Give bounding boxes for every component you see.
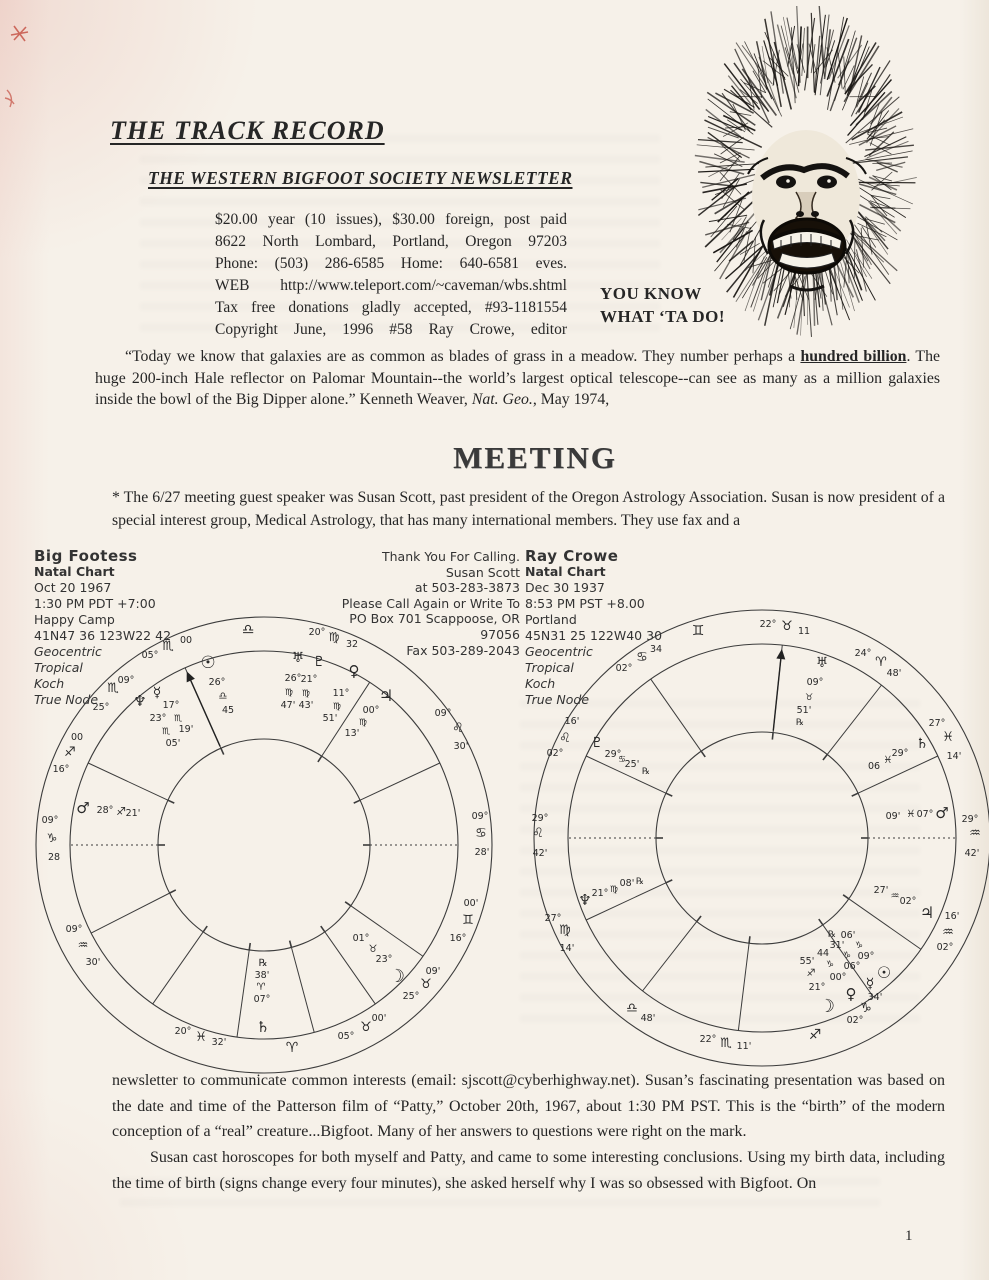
text-line: 45N31 25 122W40 30 bbox=[525, 628, 663, 643]
wheel-label: ♐ bbox=[116, 805, 126, 818]
wheel-label: ♊ bbox=[462, 913, 474, 928]
wheel-label: 00 bbox=[179, 635, 193, 646]
text-line: Geocentric bbox=[525, 644, 593, 659]
wheel-label: ♓ bbox=[883, 755, 893, 766]
wheel-label: ♐ bbox=[806, 968, 816, 979]
wheel-label: 02° bbox=[899, 896, 917, 907]
wheel-label: ♉ bbox=[781, 619, 793, 634]
wheel-label: ℞ bbox=[635, 877, 645, 887]
wheel-label: 09° bbox=[857, 951, 875, 962]
wheel-label: ♒ bbox=[890, 891, 900, 902]
wheel-label: 07° bbox=[253, 994, 271, 1005]
text-line: $20.00 year (10 issues), $30.00 foreign, post paid bbox=[215, 211, 567, 228]
wheel-label: ♋ bbox=[617, 755, 627, 765]
wheel-label: 29° bbox=[531, 813, 549, 824]
wheel-label: 29° bbox=[891, 748, 909, 759]
right-chart-subtitle: Natal Chart bbox=[525, 564, 606, 579]
left-chart-subtitle: Natal Chart bbox=[34, 564, 115, 579]
wheel-label: ♒ bbox=[942, 925, 954, 940]
wheel-label: ♄ bbox=[256, 1018, 270, 1036]
text-line: Portland bbox=[525, 612, 577, 627]
quote-fragment: . The huge 200-inch Hale reflector on Palomar Mountain--the world’s largest optical telescope--can see as many as a million galaxies inside the bowl of the Big Dipper alone.” Kenneth Weaver, bbox=[95, 348, 940, 408]
wheel-label: ♂ bbox=[935, 804, 949, 822]
wheel-label: 05° bbox=[141, 650, 159, 661]
wheel-label: ♑ bbox=[842, 951, 852, 961]
wheel-label: 11 bbox=[797, 626, 811, 637]
wheel-label: 06° bbox=[843, 961, 861, 972]
text-line: Thank You For Calling. bbox=[381, 549, 520, 564]
wheel-label: 47' bbox=[280, 700, 296, 711]
wheel-label: ☿ bbox=[152, 685, 162, 701]
text-line: Dec 30 1937 bbox=[525, 580, 605, 595]
wheel-label: ♍ bbox=[609, 885, 619, 895]
slogan-line2: WHAT ‘TA DO! bbox=[600, 307, 726, 326]
wheel-label: ℞ bbox=[827, 930, 837, 940]
wheel-label: ♉ bbox=[420, 977, 432, 992]
wheel-label: ♉ bbox=[368, 944, 378, 955]
wheel-label: ♑ bbox=[860, 1001, 872, 1016]
wheel-label: ♆ bbox=[133, 692, 147, 710]
wheel-label: 20° bbox=[174, 1026, 192, 1037]
wheel-label: ♍ bbox=[301, 689, 311, 699]
wheel-label: 05' bbox=[165, 738, 181, 749]
wheel-label: ♅ bbox=[815, 655, 829, 671]
wheel-label: 00° bbox=[829, 972, 847, 983]
wheel-label: 05° bbox=[337, 1031, 355, 1042]
wheel-label: 11° bbox=[332, 688, 350, 699]
wheel-label: 21° bbox=[300, 674, 318, 685]
quote-fragment: Nat. Geo. bbox=[471, 391, 533, 408]
wheel-label: ♄ bbox=[915, 736, 929, 752]
wheel-label: ♌ bbox=[559, 731, 571, 746]
wheel-label: ℞ bbox=[641, 767, 651, 777]
wheel-label: ♉ bbox=[804, 693, 814, 703]
text-line: Please Call Again or Write To bbox=[341, 595, 520, 611]
wheel-label: ♀ bbox=[348, 662, 360, 680]
wheel-label: ♒ bbox=[969, 826, 981, 841]
wheel-label: 23° bbox=[375, 954, 393, 965]
wheel-label: ℞ bbox=[258, 958, 268, 969]
wheel-label: 28 bbox=[47, 852, 61, 863]
wheel-label: 02° bbox=[546, 748, 564, 759]
wheel-label: ♍ bbox=[284, 688, 294, 698]
wheel-label: 30' bbox=[453, 741, 469, 752]
page-number: 1 bbox=[905, 1228, 913, 1244]
wheel-label: 00' bbox=[371, 1013, 387, 1024]
wheel-label: 09° bbox=[434, 708, 452, 719]
text-line: at 503-283-3873 bbox=[414, 580, 520, 596]
wheel-label: ♍ bbox=[332, 702, 342, 712]
wheel-label: ♇ bbox=[312, 654, 326, 670]
wheel-label: ♑ bbox=[854, 941, 864, 951]
text-line: Phone: (503) 286-6585 Home: 640-6581 eves. bbox=[215, 255, 567, 272]
wheel-label: 06 bbox=[867, 761, 881, 772]
wheel-label: 09° bbox=[65, 924, 83, 935]
wheel-label: ♆ bbox=[578, 891, 592, 909]
text-line: Tropical bbox=[34, 660, 83, 675]
text-line: 8622 North Lombard, Portland, Oregon 97203 bbox=[215, 233, 567, 250]
wheel-label: 34 bbox=[649, 644, 663, 655]
wheel-label: ♑ bbox=[825, 960, 835, 970]
wheel-label: 29° bbox=[604, 749, 622, 760]
wheel-label: ☉ bbox=[200, 653, 216, 673]
wheel-label: 34' bbox=[867, 992, 883, 1003]
text-line: True Node bbox=[525, 692, 590, 707]
wheel-label: 00 bbox=[70, 732, 84, 743]
wheel-label: ♍ bbox=[358, 718, 368, 728]
wheel-label: 06' bbox=[840, 930, 856, 941]
wheel-label: ♎ bbox=[241, 622, 255, 638]
right-chart-title: Ray Crowe bbox=[525, 547, 619, 565]
wheel-label: ♓ bbox=[906, 809, 916, 820]
wheel-label: 27° bbox=[928, 718, 946, 729]
wheel-label: ♊ bbox=[691, 623, 705, 639]
galaxies-quote bbox=[95, 346, 940, 411]
meeting-heading: MEETING bbox=[453, 440, 617, 475]
wheel-label: 25' bbox=[624, 759, 640, 770]
wheel-label: 16' bbox=[944, 911, 960, 922]
wheel-label: ☉ bbox=[876, 963, 892, 982]
wheel-label: ♏ bbox=[161, 727, 171, 737]
wheel-label: ♏ bbox=[720, 1036, 732, 1051]
text-line: Geocentric bbox=[34, 644, 102, 659]
wheel-label: ♃ bbox=[378, 686, 394, 705]
wheel-label: ♈ bbox=[875, 655, 887, 670]
wheel-label: 09° bbox=[806, 677, 824, 688]
wheel-label: 22° bbox=[699, 1034, 717, 1045]
text-line: Copyright June, 1996 #58 Ray Crowe, editor bbox=[215, 321, 567, 338]
wheel-label: 32' bbox=[211, 1037, 227, 1048]
wheel-label: ♌ bbox=[452, 721, 464, 736]
wheel-label: ♐ bbox=[64, 745, 76, 760]
text-line: WEB http://www.teleport.com/~caveman/wbs.shtml bbox=[215, 277, 567, 294]
text-line: Koch bbox=[34, 676, 65, 691]
wheel-label: 21' bbox=[125, 808, 141, 819]
left-chart-title: Big Footess bbox=[34, 547, 138, 565]
wheel-label: ♏ bbox=[173, 714, 183, 724]
wheel-label: ♐ bbox=[808, 1027, 822, 1043]
wheel-label: ♍ bbox=[559, 923, 571, 938]
wheel-label: 02° bbox=[936, 942, 954, 953]
wheel-label: ♇ bbox=[590, 735, 604, 751]
wheel-label: 44 bbox=[816, 948, 830, 959]
wheel-label: ♈ bbox=[256, 982, 266, 993]
wheel-label: ♌ bbox=[532, 826, 544, 841]
text-line: 1:30 PM PDT +7:00 bbox=[34, 596, 156, 611]
wheel-label: 23° bbox=[149, 713, 167, 724]
wheel-label: 20° bbox=[308, 627, 326, 638]
natal-chart-wheel-big-footess bbox=[28, 595, 498, 1087]
text-line: Koch bbox=[525, 676, 556, 691]
wheel-label: ♓ bbox=[942, 730, 954, 745]
quote-fragment: , May 1974, bbox=[532, 391, 610, 408]
wheel-label: 07° bbox=[916, 809, 934, 820]
wheel-label: ♀ bbox=[845, 985, 857, 1003]
wheel-label: ℞ bbox=[795, 718, 805, 728]
wheel-label: ♑ bbox=[46, 831, 58, 845]
meeting-paragraph: * The 6/27 meeting guest speaker was Susan Scott, past president of the Oregon Astrology Association. Susan is now president of a special interest group, Medical Astrology, that has many international members. They use fax and a bbox=[112, 489, 945, 529]
text-line: Fax 503-289-2043 bbox=[406, 642, 520, 658]
wheel-label: 45 bbox=[221, 705, 235, 716]
slogan-line1: YOU KNOW bbox=[600, 284, 702, 303]
wheel-label: 30' bbox=[85, 957, 101, 968]
text-line: Tax free donations gladly accepted, #93-1181554 bbox=[215, 299, 567, 316]
wheel-label: 02° bbox=[846, 1015, 864, 1026]
wheel-label: 27' bbox=[873, 885, 889, 896]
wheel-label: 51' bbox=[322, 713, 338, 724]
wheel-label: 02° bbox=[615, 663, 633, 674]
masthead-info bbox=[215, 209, 567, 341]
wheel-label: 08' bbox=[619, 878, 635, 889]
wheel-label: ♃ bbox=[919, 903, 935, 922]
wheel-label: 26° bbox=[284, 673, 302, 684]
text-line: Happy Camp bbox=[34, 612, 115, 627]
wheel-label: ♒ bbox=[77, 938, 89, 952]
wheel-label: 13' bbox=[344, 728, 360, 739]
wheel-label: 09' bbox=[425, 966, 441, 977]
wheel-label: 14' bbox=[946, 751, 962, 762]
wheel-label: 25° bbox=[402, 991, 420, 1002]
wheel-label: ♍ bbox=[328, 630, 340, 644]
wheel-label: 24° bbox=[854, 648, 872, 659]
wheel-label: 38' bbox=[254, 970, 270, 981]
quote-fragment: “Today we know that galaxies are as common as blades of grass in a meadow. They number perhaps a bbox=[125, 348, 801, 365]
wheel-label: ♋ bbox=[636, 650, 648, 665]
newsletter-title: THE TRACK RECORD bbox=[110, 116, 385, 145]
wheel-label: 48' bbox=[886, 668, 902, 679]
wheel-label: 48' bbox=[640, 1013, 656, 1024]
wheel-label: 25° bbox=[92, 702, 110, 713]
wheel-label: ♏ bbox=[162, 639, 174, 654]
wheel-label: ♎ bbox=[218, 691, 228, 702]
wheel-label: 55' bbox=[799, 956, 815, 967]
wheel-label: ☿ bbox=[865, 976, 875, 992]
wheel-label: 00° bbox=[362, 705, 380, 716]
wheel-label: ♉ bbox=[360, 1020, 372, 1035]
text-line: PO Box 701 Scappoose, OR 97056 bbox=[349, 611, 520, 642]
wheel-label: 26° bbox=[208, 677, 226, 688]
wheel-label: ♂ bbox=[76, 799, 90, 817]
text-line: Tropical bbox=[525, 660, 574, 675]
wheel-label: 28° bbox=[96, 805, 114, 816]
wheel-label: 14' bbox=[559, 943, 575, 954]
natal-chart-wheel-ray-crowe bbox=[518, 595, 989, 1087]
wheel-label: 17° bbox=[162, 700, 180, 711]
body-paragraph-2: Susan cast horoscopes for both myself and Patty, and came to some interesting conclusions. Using my birth data, including the time of birth (signs change every four minutes), she asked herself why I was so obsessed with Bigfoot. On bbox=[112, 1149, 945, 1192]
wheel-label: 22° bbox=[759, 619, 777, 630]
text-line: 41N47 36 123W22 42 bbox=[34, 628, 172, 643]
wheel-label: 31' bbox=[829, 940, 845, 951]
wheel-label: 11' bbox=[736, 1041, 752, 1052]
wheel-label: 29° bbox=[961, 814, 979, 825]
wheel-label: 43' bbox=[298, 700, 314, 711]
wheel-label: 21° bbox=[808, 982, 826, 993]
wheel-label: 16° bbox=[449, 933, 467, 944]
text-line: True Node bbox=[34, 692, 99, 707]
wheel-label: 16' bbox=[564, 716, 580, 727]
wheel-label: 42' bbox=[964, 848, 980, 859]
wheel-label: 16° bbox=[52, 764, 70, 775]
wheel-label: 21° bbox=[591, 888, 609, 899]
red-pen-scan-mark bbox=[0, 0, 60, 130]
wheel-label: 51' bbox=[796, 705, 812, 716]
wheel-label: 09° bbox=[41, 815, 59, 826]
wheel-label: 42' bbox=[532, 848, 548, 859]
quote-fragment: hundred billion bbox=[800, 348, 907, 365]
wheel-label: 09° bbox=[471, 811, 489, 822]
wheel-label: ♎ bbox=[626, 1001, 638, 1016]
wheel-label: ♅ bbox=[291, 650, 305, 666]
body-paragraph-1: newsletter to communicate common interests (email: sjscott@cyberhighway.net). Susan’s fascinating presentation was based on the date and time of the Patterson film of “Patty,” October 20th, 1967, about 1:30 PM PST. This is the “birth” of the modern conception of a “real” creature...Bigfoot. Many of her answers to questions were right on the mark. bbox=[112, 1072, 945, 1140]
wheel-label: ☽ bbox=[818, 996, 836, 1017]
newsletter-subtitle: THE WESTERN BIGFOOT SOCIETY NEWSLETTER bbox=[148, 168, 573, 188]
wheel-label: ☽ bbox=[388, 966, 406, 987]
wheel-label: 19' bbox=[178, 724, 194, 735]
wheel-label: 00' bbox=[463, 898, 479, 909]
text-line: Oct 20 1967 bbox=[34, 580, 112, 595]
wheel-label: ♏ bbox=[107, 681, 119, 696]
wheel-label: 09' bbox=[885, 811, 901, 822]
wheel-label: 28' bbox=[474, 847, 490, 858]
wheel-label: 32 bbox=[345, 639, 359, 650]
text-line: 8:53 PM PST +8.00 bbox=[525, 596, 645, 611]
wheel-label: 01° bbox=[352, 933, 370, 944]
wheel-label: ♈ bbox=[285, 1040, 299, 1056]
wheel-label: ♓ bbox=[195, 1030, 207, 1045]
wheel-label: 27° bbox=[544, 913, 562, 924]
wheel-label: 09° bbox=[117, 675, 135, 686]
slogan bbox=[600, 282, 725, 328]
wheel-label: ♋ bbox=[475, 826, 487, 841]
text-line: Susan Scott bbox=[445, 564, 520, 580]
